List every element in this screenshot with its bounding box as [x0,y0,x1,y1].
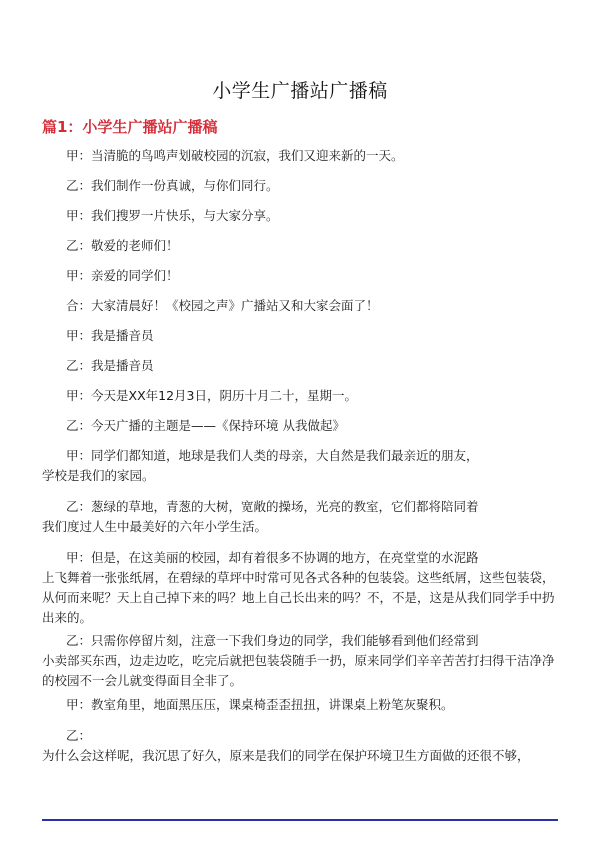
paragraph: 乙：葱绿的草地，青葱的大树，宽敞的操场，光亮的教室，它们都将陪同着 我们度过人生中最美好的六年小学生活。 [42,499,479,534]
paragraph: 乙：只需你停留片刻，注意一下我们身边的同学，我们能够看到他们经常到 小卖部买东西，边走边吃，吃完后就把包装袋随手一扔，原来同学们辛辛苦苦打扫得干洁净净的校园不一会儿就变得面目全非了。 [42,633,555,688]
paragraph: 甲：教室角里，地面黑压压，课桌椅歪歪扭扭，讲课桌上粉笔灰聚积。 [66,697,454,712]
paragraph: 合：大家清晨好！《校园之声》广播站又和大家会面了！ [66,298,379,313]
paragraph: 甲：但是，在这美丽的校园，却有着很多不协调的地方，在亮堂堂的水泥路 上飞舞着一张张纸屑，在碧绿的草坪中时常可见各式各种的包装袋。这些纸屑，这些包装袋，从何而来呢？天上自己掉下来的吗？地上自己长出来的吗？不，不是，这是从我们同学手中扔出来的。 [42,550,555,625]
paragraph: 乙：今天广播的主题是——《保持环境 从我做起》 [66,418,345,433]
paragraph: 甲：我们搜罗一片快乐，与大家分享。 [66,208,279,223]
paragraph: 甲：今天是XX年12月3日，阴历十月二十，星期一。 [66,388,357,403]
paragraph: 甲：同学们都知道，地球是我们人类的母亲，大自然是我们最亲近的朋友， 学校是我们的家园。 [42,448,479,483]
page-title: 小学生广播站广播稿 [212,80,388,102]
paragraph: 乙：我是播音员 [66,358,154,373]
paragraph: 甲：亲爱的同学们！ [66,268,179,283]
footer-divider [42,819,558,821]
paragraph: 乙：敬爱的老师们！ [66,238,179,253]
paragraph: 甲：我是播音员 [66,328,154,343]
paragraph: 乙：我们制作一份真诚，与你们同行。 [66,178,279,193]
paragraph: 甲：当清脆的鸟鸣声划破校园的沉寂，我们又迎来新的一天。 [66,148,404,163]
section-heading: 篇1：小学生广播站广播稿 [42,118,218,136]
paragraph: 乙： 为什么会这样呢，我沉思了好久，原来是我们的同学在保护环境卫生方面做的还很不够， [42,728,530,763]
